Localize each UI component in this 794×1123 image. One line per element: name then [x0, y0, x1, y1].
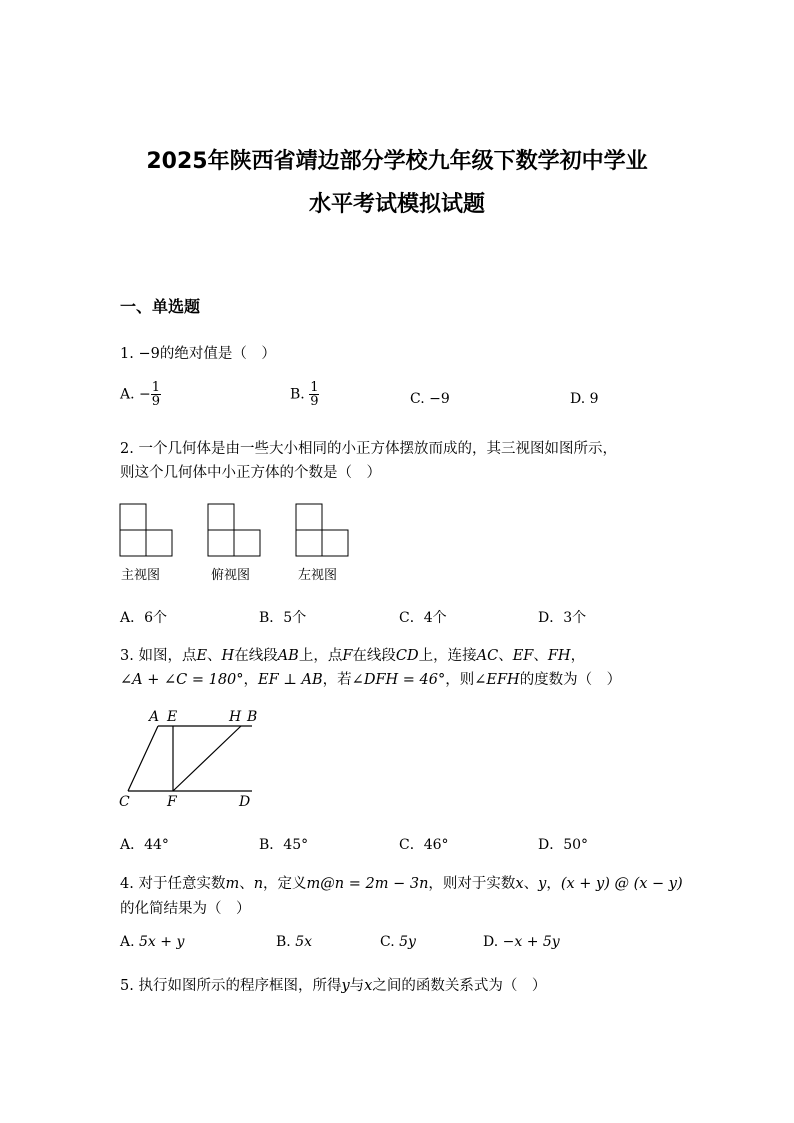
q3-option-b[interactable]: B．45°: [259, 837, 309, 853]
math-var: y: [538, 876, 547, 892]
question-2-line1: [120, 437, 617, 458]
option-value: −9: [429, 391, 450, 407]
math-expr: (x + y) @ (x − y): [560, 876, 683, 892]
option-label: A.: [120, 934, 135, 950]
text: ，若: [322, 672, 352, 688]
label-e: E: [167, 709, 178, 725]
math-var: H: [221, 648, 235, 664]
question-4-line1: [120, 872, 683, 893]
text: 上，点: [298, 648, 343, 664]
text: 、: [207, 648, 222, 664]
segment-ac: [128, 726, 158, 791]
math-var: AC: [476, 648, 499, 664]
top-view-label: 俯视图: [211, 568, 251, 583]
question-number: 3.: [120, 648, 134, 664]
math-var: n: [253, 876, 264, 892]
math-var: m: [225, 876, 240, 892]
front-view-squares: [120, 504, 172, 556]
math-var: CD: [395, 648, 419, 664]
q1-option-b[interactable]: [290, 381, 319, 408]
q1-option-c[interactable]: [410, 391, 450, 407]
option-label: B.: [276, 934, 291, 950]
q2-option-b[interactable]: B．5个: [259, 610, 307, 626]
question-1: [120, 342, 276, 363]
math-expr: EF ⊥ AB: [258, 672, 323, 688]
math-var: FH: [547, 648, 571, 664]
option-label: B.: [290, 386, 305, 403]
q2-option-a[interactable]: A．6个: [120, 610, 168, 626]
question-4-line2: 的化简结果为（ ）: [120, 901, 251, 917]
question-number: 2.: [120, 441, 134, 457]
segment-fh: [173, 726, 241, 791]
label-a: A: [149, 709, 160, 725]
question-number: 1.: [120, 346, 134, 362]
question-5: [120, 974, 546, 995]
left-view-squares: [296, 504, 348, 556]
denominator: 9: [151, 394, 161, 409]
question-stem: −9的绝对值是（ ）: [138, 346, 276, 362]
math-var: EF: [512, 648, 534, 664]
option-label: A.: [120, 386, 135, 403]
label-h: H: [229, 709, 242, 725]
three-views-figure: [118, 502, 358, 562]
option-label: D.: [483, 934, 499, 950]
text: ，定义: [263, 876, 307, 892]
text: 、: [533, 648, 548, 664]
math-var: y: [341, 978, 350, 994]
geometry-figure: [116, 706, 266, 810]
text: 上，连接: [418, 648, 477, 664]
numerator: 1: [151, 380, 161, 395]
label-d: D: [239, 794, 251, 810]
fraction: [151, 381, 161, 408]
option-label: C.: [380, 934, 395, 950]
math-expr: ∠DFH = 46°: [351, 672, 446, 688]
text: ，则: [445, 672, 475, 688]
text: 、: [498, 648, 513, 664]
math-expr: ∠A + ∠C = 180°: [120, 672, 244, 688]
text: 之间的函数关系式为（ ）: [372, 978, 547, 994]
question-number: 5.: [120, 978, 134, 994]
math-var: E: [196, 648, 208, 664]
label-b: B: [247, 709, 258, 725]
math-var: AB: [277, 648, 299, 664]
q1-option-a[interactable]: [120, 381, 161, 408]
option-value: 5y: [399, 934, 416, 950]
text: 在线段: [234, 648, 278, 664]
math-var: x: [515, 876, 524, 892]
question-3-line2: [120, 668, 621, 689]
q3-option-a[interactable]: A．44°: [120, 837, 169, 853]
question-stem: 一个几何体是由一些大小相同的小正方体摆放而成的，其三视图如图所示，: [138, 441, 617, 457]
page-title-line2: 水平考试模拟试题: [308, 192, 485, 217]
q3-option-d[interactable]: D．50°: [538, 837, 589, 853]
fraction: [309, 381, 319, 408]
option-value: 9: [589, 391, 599, 407]
q4-option-b[interactable]: [276, 934, 312, 950]
page-title-line1: 2025年陕西省靖边部分学校九年级下数学初中学业: [146, 149, 648, 174]
text: 与: [349, 978, 365, 994]
text: 的度数为（ ）: [519, 672, 622, 688]
option-value: −x + 5y: [502, 934, 560, 950]
q3-option-c[interactable]: C．46°: [399, 837, 449, 853]
q4-option-d[interactable]: [483, 934, 560, 950]
question-number: 4.: [120, 876, 134, 892]
text: ，: [546, 876, 561, 892]
q4-option-a[interactable]: [120, 934, 184, 950]
option-label: C.: [410, 391, 425, 407]
option-value: 5x + y: [139, 934, 185, 950]
label-c: C: [119, 794, 130, 810]
denominator: 9: [310, 394, 319, 409]
q2-option-c[interactable]: C．4个: [399, 610, 447, 626]
q1-option-d[interactable]: [570, 391, 599, 407]
q2-option-d[interactable]: D．3个: [538, 610, 587, 626]
numerator: 1: [310, 380, 319, 395]
option-sign: −: [139, 386, 151, 403]
math-var: F: [342, 648, 353, 664]
question-2-line2: 则这个几何体中小正方体的个数是（ ）: [120, 465, 381, 481]
math-var: x: [364, 978, 373, 994]
q4-option-c[interactable]: [380, 934, 416, 950]
text: 执行如图所示的程序框图，所得: [138, 978, 342, 994]
left-view-label: 左视图: [298, 568, 338, 583]
option-value: 5x: [295, 934, 313, 950]
front-view-label: 主视图: [121, 568, 161, 583]
section-heading: 一、单选题: [120, 297, 201, 316]
top-view-squares: [208, 504, 260, 556]
text: 、: [523, 876, 539, 892]
label-f: F: [167, 794, 177, 810]
text: 在线段: [352, 648, 396, 664]
math-expr: m@n = 2m − 3n: [306, 876, 429, 892]
question-3-line1: [120, 644, 585, 665]
text: ，: [570, 648, 586, 664]
math-expr: ∠EFH: [474, 672, 520, 688]
option-label: D.: [570, 391, 586, 407]
text: 对于任意实数: [138, 876, 226, 892]
text: 、: [239, 876, 254, 892]
text: 如图，点: [138, 648, 197, 664]
text: ，: [243, 672, 259, 688]
text: ，则对于实数: [428, 876, 516, 892]
